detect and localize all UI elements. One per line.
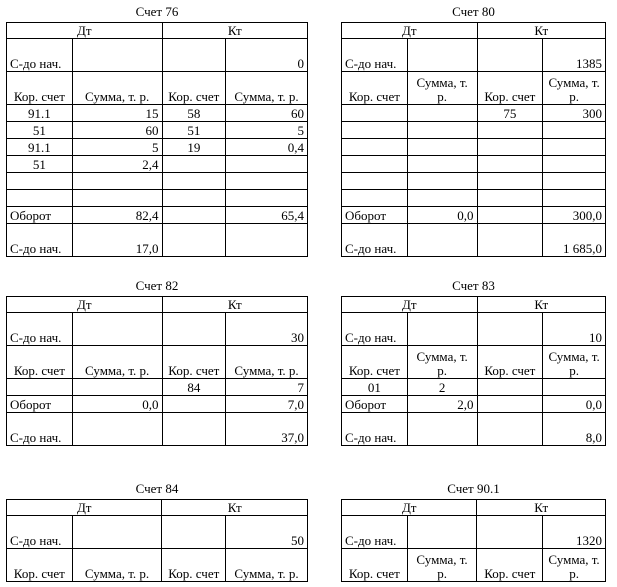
subheader-row (342, 346, 606, 379)
closing-label: С-до нач. (7, 413, 73, 446)
table-row (342, 139, 606, 156)
subheader-row (7, 549, 308, 582)
opening-credit: 1385 (543, 39, 606, 72)
debit-header: Дт (7, 297, 163, 313)
closing-credit (226, 224, 308, 257)
kt-sum (543, 379, 606, 396)
dt-kor: 91.1 (7, 139, 73, 156)
opening-debit (72, 516, 162, 549)
kt-sum: 5 (226, 122, 308, 139)
kt-kor: 75 (477, 105, 543, 122)
kt-sum (226, 190, 308, 207)
opening-debit (72, 39, 162, 72)
kt-kor (162, 173, 226, 190)
closing-row (7, 413, 308, 446)
turnover-row (7, 207, 308, 224)
kt-sum (543, 139, 606, 156)
table-row (7, 122, 308, 139)
kor-header: Кор. счет (162, 549, 226, 582)
kt-kor (477, 190, 543, 207)
table-row (342, 379, 606, 396)
credit-header: Кт (162, 500, 308, 516)
table-row (342, 190, 606, 207)
opening-label: С-до нач. (342, 516, 408, 549)
turnover-credit: 7,0 (226, 396, 308, 413)
sum-header: Сумма, т. р. (72, 549, 162, 582)
closing-row (342, 224, 606, 257)
opening-label: С-до нач. (7, 39, 73, 72)
sum-header: Сумма, т. р. (226, 72, 308, 105)
header-row (7, 500, 308, 516)
dt-sum (407, 173, 477, 190)
kor-header: Кор. счет (342, 346, 408, 379)
kt-kor (162, 190, 226, 207)
dt-kor (342, 173, 408, 190)
dt-kor (342, 105, 408, 122)
kt-sum: 60 (226, 105, 308, 122)
debit-header: Дт (7, 23, 163, 39)
kor-header: Кор. счет (477, 549, 543, 582)
credit-header: Кт (162, 23, 307, 39)
table-row (342, 105, 606, 122)
kt-sum (543, 156, 606, 173)
account-title: Счет 76 (135, 4, 179, 19)
closing-debit: 17,0 (72, 224, 162, 257)
turnover-credit: 0,0 (543, 396, 606, 413)
kor-header: Кор. счет (7, 346, 73, 379)
kor-header: Кор. счет (342, 549, 408, 582)
kt-kor (477, 156, 543, 173)
account-title: Счет 80 (452, 4, 495, 19)
opening-label: С-до нач. (7, 516, 73, 549)
dt-sum (407, 139, 477, 156)
debit-header: Дт (342, 500, 477, 516)
dt-kor: 01 (342, 379, 408, 396)
subheader-row (342, 549, 606, 582)
dt-sum (72, 379, 162, 396)
kt-kor: 51 (162, 122, 226, 139)
credit-header: Кт (477, 297, 605, 313)
closing-label: С-до нач. (342, 413, 408, 446)
subheader-row (7, 72, 308, 105)
credit-header: Кт (477, 500, 606, 516)
closing-credit: 8,0 (543, 413, 606, 446)
kt-kor (477, 139, 543, 156)
closing-row (342, 413, 606, 446)
ledger-table (6, 22, 308, 257)
opening-row (7, 313, 308, 346)
opening-credit-kor (162, 39, 226, 72)
turnover-debit: 0,0 (72, 396, 162, 413)
ledger-table (341, 499, 606, 582)
sum-header: Сумма, т. р. (543, 346, 606, 379)
kor-header: Кор. счет (477, 346, 543, 379)
closing-debit (72, 413, 162, 446)
table-row (342, 122, 606, 139)
kt-kor (477, 122, 543, 139)
credit-header: Кт (477, 23, 605, 39)
opening-credit: 50 (226, 516, 308, 549)
debit-header: Дт (342, 23, 478, 39)
dt-sum (407, 122, 477, 139)
kor-header: Кор. счет (477, 72, 543, 105)
dt-sum (72, 190, 162, 207)
opening-row (7, 39, 308, 72)
kt-kor (162, 156, 226, 173)
closing-debit (407, 224, 477, 257)
dt-sum (407, 156, 477, 173)
kt-sum: 7 (226, 379, 308, 396)
opening-credit: 30 (226, 313, 308, 346)
turnover-label: Оборот (7, 207, 73, 224)
opening-debit (407, 313, 477, 346)
kor-header: Кор. счет (162, 346, 226, 379)
kt-kor: 84 (162, 379, 226, 396)
opening-credit: 1320 (543, 516, 606, 549)
turnover-debit: 2,0 (407, 396, 477, 413)
kor-header: Кор. счет (7, 72, 73, 105)
turnover-row (342, 396, 606, 413)
ledger-table (341, 296, 606, 446)
subheader-row (342, 72, 606, 105)
sum-header: Сумма, т. р. (543, 549, 606, 582)
dt-sum: 15 (72, 105, 162, 122)
kt-sum (543, 190, 606, 207)
opening-debit (407, 39, 477, 72)
kt-sum (543, 122, 606, 139)
sum-header: Сумма, т. р. (72, 346, 162, 379)
header-row (342, 500, 606, 516)
turnover-label: Оборот (7, 396, 73, 413)
opening-row (342, 313, 606, 346)
opening-row (7, 516, 308, 549)
kt-sum (226, 173, 308, 190)
kt-kor (477, 173, 543, 190)
opening-credit: 10 (543, 313, 606, 346)
closing-credit: 1 685,0 (543, 224, 606, 257)
turnover-row (7, 396, 308, 413)
dt-sum: 5 (72, 139, 162, 156)
kor-header: Кор. счет (342, 72, 408, 105)
turnover-label: Оборот (342, 396, 408, 413)
dt-kor (7, 173, 73, 190)
account-title: Счет 90.1 (447, 481, 500, 496)
dt-sum (72, 173, 162, 190)
credit-header: Кт (162, 297, 307, 313)
dt-kor (342, 139, 408, 156)
closing-row (7, 224, 308, 257)
dt-kor (7, 379, 73, 396)
sum-header: Сумма, т. р. (407, 549, 477, 582)
opening-label: С-до нач. (342, 39, 408, 72)
header-row (7, 23, 308, 39)
account-title: Счет 82 (135, 278, 179, 293)
closing-credit: 37,0 (226, 413, 308, 446)
closing-label: С-до нач. (342, 224, 408, 257)
kor-header: Кор. счет (162, 72, 226, 105)
account-title: Счет 83 (452, 278, 495, 293)
sum-header: Сумма, т. р. (226, 549, 308, 582)
opening-label: С-до нач. (342, 313, 408, 346)
sum-header: Сумма, т. р. (543, 72, 606, 105)
sum-header: Сумма, т. р. (407, 346, 477, 379)
dt-kor (342, 122, 408, 139)
kt-sum: 0,4 (226, 139, 308, 156)
table-row (7, 139, 308, 156)
dt-sum: 2,4 (72, 156, 162, 173)
opening-debit (72, 313, 162, 346)
kt-sum (543, 173, 606, 190)
closing-debit (407, 413, 477, 446)
opening-label: С-до нач. (7, 313, 73, 346)
kt-sum (226, 156, 308, 173)
dt-kor (342, 156, 408, 173)
turnover-credit: 300,0 (543, 207, 606, 224)
subheader-row (7, 346, 308, 379)
header-row (342, 297, 606, 313)
table-row (7, 156, 308, 173)
turnover-debit: 82,4 (72, 207, 162, 224)
debit-header: Дт (7, 500, 162, 516)
ledger-table (6, 296, 308, 446)
sum-header: Сумма, т. р. (226, 346, 308, 379)
debit-header: Дт (342, 297, 478, 313)
ledger-table (6, 499, 308, 582)
kt-sum: 300 (543, 105, 606, 122)
account-title: Счет 84 (135, 481, 179, 496)
dt-sum (407, 190, 477, 207)
sum-header: Сумма, т. р. (72, 72, 162, 105)
dt-sum: 60 (72, 122, 162, 139)
table-row (342, 173, 606, 190)
dt-sum: 2 (407, 379, 477, 396)
turnover-row (342, 207, 606, 224)
table-row (7, 173, 308, 190)
ledger-table (341, 22, 606, 257)
sum-header: Сумма, т. р. (407, 72, 477, 105)
kt-kor (477, 379, 543, 396)
dt-kor (7, 190, 73, 207)
opening-row (342, 39, 606, 72)
dt-sum (407, 105, 477, 122)
closing-label: С-до нач. (7, 224, 73, 257)
dt-kor: 91.1 (7, 105, 73, 122)
kor-header: Кор. счет (7, 549, 73, 582)
opening-row (342, 516, 606, 549)
opening-credit: 0 (226, 39, 308, 72)
turnover-debit: 0,0 (407, 207, 477, 224)
dt-kor: 51 (7, 156, 73, 173)
kt-kor: 19 (162, 139, 226, 156)
turnover-label: Оборот (342, 207, 408, 224)
dt-kor (342, 190, 408, 207)
turnover-credit: 65,4 (226, 207, 308, 224)
table-row (7, 379, 308, 396)
table-row (342, 156, 606, 173)
table-row (7, 105, 308, 122)
table-row (7, 190, 308, 207)
opening-debit (407, 516, 477, 549)
header-row (342, 23, 606, 39)
dt-kor: 51 (7, 122, 73, 139)
header-row (7, 297, 308, 313)
kt-kor: 58 (162, 105, 226, 122)
